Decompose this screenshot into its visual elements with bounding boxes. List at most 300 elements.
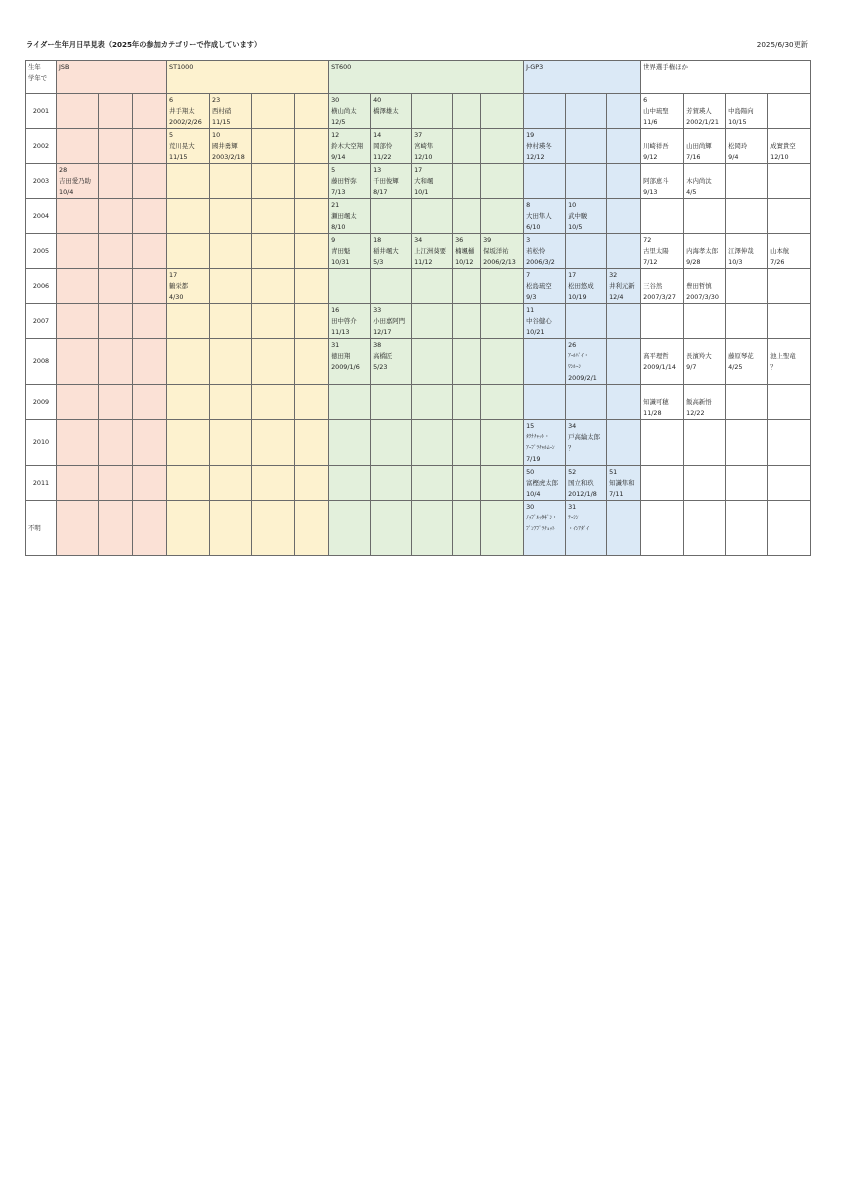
rider-cell — [57, 94, 99, 129]
rider-cell — [566, 501, 607, 556]
rider-cell — [252, 385, 295, 420]
rider-name: 池上聖竜 — [770, 352, 796, 360]
rider-number: 13 — [373, 166, 382, 174]
rider-birthday: 9/7 — [686, 363, 697, 371]
rider-cell — [99, 129, 133, 164]
rider-cell — [99, 420, 133, 466]
rider-cell — [726, 199, 768, 234]
rider-birthday: 7/13 — [331, 188, 346, 196]
rider-cell — [210, 129, 252, 164]
rider-cell — [524, 94, 566, 129]
rider-birthday: 11/15 — [212, 118, 231, 126]
rider-birthday: 11/28 — [643, 409, 662, 417]
rider-cell — [295, 385, 329, 420]
category-header-st1000: ST1000 — [167, 61, 329, 94]
rider-name: 井手翔太 — [169, 107, 195, 115]
rider-cell — [768, 501, 811, 556]
year-cell: 2004 — [26, 199, 57, 234]
rider-cell — [295, 129, 329, 164]
rider-number: 17 — [568, 271, 577, 279]
rider-name — [686, 165, 724, 176]
rider-number: 52 — [568, 468, 577, 476]
rider-number: 72 — [643, 236, 652, 244]
rider-cell — [726, 129, 768, 164]
rider-birthday: 11/6 — [643, 118, 658, 126]
rider-cell — [412, 129, 453, 164]
rider-name: 松島琉空 — [526, 282, 552, 290]
rider-cell — [329, 94, 371, 129]
rider-number: 6 — [169, 96, 174, 104]
rider-name: 鶴栄都 — [169, 282, 189, 290]
rider-birthday: 9/28 — [686, 258, 701, 266]
rider-cell — [481, 94, 524, 129]
rider-number: 8 — [526, 201, 531, 209]
rider-cell — [768, 304, 811, 339]
rider-cell — [768, 466, 811, 501]
rider-name: ﾌﾟﾝｱﾌﾟﾗﾁｪｯﾄ — [526, 526, 555, 532]
rider-birthday: 12/10 — [414, 153, 433, 161]
rider-name: 知識隼和 — [609, 479, 635, 487]
rider-cell — [453, 94, 481, 129]
rider-cell — [57, 164, 99, 199]
rider-cell — [453, 339, 481, 385]
rider-cell — [726, 269, 768, 304]
rider-name: 内海孝太郎 — [686, 247, 719, 255]
rider-birthday: 9/14 — [331, 153, 346, 161]
rider-cell — [329, 466, 371, 501]
rider-cell — [329, 199, 371, 234]
rider-birthday: 2006/3/2 — [526, 258, 555, 266]
rider-name: 古里太陽 — [643, 247, 669, 255]
year-cell: 2007 — [26, 304, 57, 339]
year-cell: 2008 — [26, 339, 57, 385]
rider-number: 34 — [414, 236, 423, 244]
table-row — [26, 164, 811, 199]
rider-birthday: ？ — [770, 363, 777, 371]
rider-cell — [524, 269, 566, 304]
rider-number: 50 — [526, 468, 535, 476]
rider-number: 34 — [568, 422, 577, 430]
rider-name: 井利元新 — [609, 282, 635, 290]
rider-number: 30 — [331, 96, 340, 104]
rider-name: ﾜﾝﾙｰﾝ — [568, 364, 582, 370]
rider-name — [686, 270, 724, 281]
rider-cell — [641, 501, 684, 556]
rider-cell — [57, 304, 99, 339]
rider-cell — [99, 164, 133, 199]
rider-cell — [607, 466, 641, 501]
rider-name: 徳田翔 — [331, 352, 351, 360]
rider-birthday: 9/4 — [728, 153, 739, 161]
rider-cell — [329, 164, 371, 199]
rider-number: 32 — [609, 271, 618, 279]
rider-cell — [371, 94, 412, 129]
rider-name: 宮崎隼 — [414, 142, 434, 150]
rider-cell — [607, 94, 641, 129]
rider-name: 橋澤雄太 — [373, 107, 399, 115]
rider-cell — [566, 234, 607, 269]
rider-number: 3 — [526, 236, 531, 244]
rider-cell — [566, 129, 607, 164]
rider-name: 國井勇輝 — [212, 142, 238, 150]
rider-number: 12 — [331, 131, 340, 139]
corner-label: 学年で — [28, 74, 48, 82]
rider-cell — [133, 385, 167, 420]
rider-number: 26 — [568, 341, 577, 349]
rider-cell — [57, 129, 99, 164]
rider-name: 田中啓介 — [331, 317, 357, 325]
rider-cell — [371, 339, 412, 385]
rider-cell — [524, 466, 566, 501]
rider-cell — [295, 501, 329, 556]
rider-number: 6 — [643, 96, 648, 104]
rider-name: 保坂洋祐 — [483, 247, 509, 255]
rider-cell — [329, 339, 371, 385]
rider-cell — [481, 466, 524, 501]
table-row — [26, 234, 811, 269]
rider-cell — [566, 164, 607, 199]
rider-name: 松田悠成 — [568, 282, 594, 290]
year-cell: 2002 — [26, 129, 57, 164]
rider-birthday: 4/5 — [686, 188, 697, 196]
rider-cell — [481, 129, 524, 164]
rider-cell — [133, 199, 167, 234]
rider-birthday: 11/15 — [169, 153, 188, 161]
rider-name — [686, 95, 724, 106]
rider-cell — [412, 339, 453, 385]
rider-name: 飯高新悟 — [686, 398, 712, 406]
table-row — [26, 199, 811, 234]
rider-cell — [481, 385, 524, 420]
rider-cell — [252, 199, 295, 234]
rider-name: 上江洲葵要 — [414, 247, 447, 255]
rider-cell — [453, 501, 481, 556]
rider-cell — [210, 466, 252, 501]
rider-name — [686, 130, 724, 141]
rider-cell — [252, 304, 295, 339]
rider-birthday: 10/31 — [331, 258, 350, 266]
rider-cell — [167, 304, 210, 339]
year-cell: 2005 — [26, 234, 57, 269]
rider-cell — [524, 129, 566, 164]
rider-cell — [99, 339, 133, 385]
rider-birthday: 7/16 — [686, 153, 701, 161]
rider-cell — [99, 199, 133, 234]
rider-name: 高橋匠 — [373, 352, 393, 360]
rider-cell — [726, 466, 768, 501]
rider-name: 稲井颯大 — [373, 247, 399, 255]
category-header-world: 世界選手権ほか — [641, 61, 811, 94]
rider-cell — [412, 94, 453, 129]
rider-cell — [295, 339, 329, 385]
rider-name: ｱｰﾙﾊﾞｲ・ — [568, 353, 589, 359]
rider-number: 39 — [483, 236, 492, 244]
rider-cell — [329, 129, 371, 164]
rider-cell — [684, 385, 726, 420]
rider-cell — [133, 420, 167, 466]
rider-birthday: 12/12 — [526, 153, 545, 161]
rider-cell — [641, 269, 684, 304]
rider-cell — [210, 94, 252, 129]
rider-number: 23 — [212, 96, 221, 104]
rider-name — [643, 130, 682, 141]
rider-cell — [607, 164, 641, 199]
rider-birthday: 2009/1/14 — [643, 363, 676, 371]
rider-number: 17 — [414, 166, 423, 174]
rider-cell — [453, 164, 481, 199]
rider-cell — [167, 234, 210, 269]
rider-birthday: 7/12 — [643, 258, 658, 266]
rider-cell — [481, 269, 524, 304]
rider-name — [770, 130, 809, 141]
rider-cell — [566, 420, 607, 466]
rider-name — [728, 130, 766, 141]
rider-name — [770, 340, 809, 351]
rider-name: 荒川晃大 — [169, 142, 195, 150]
rider-cell — [412, 501, 453, 556]
rider-number: 11 — [526, 306, 535, 314]
rider-name: 小田嘉阿門 — [373, 317, 406, 325]
rider-cell — [252, 94, 295, 129]
rider-cell — [57, 420, 99, 466]
rider-cell — [99, 234, 133, 269]
rider-cell — [133, 269, 167, 304]
rider-birthday: 10/5 — [568, 223, 583, 231]
rider-cell — [167, 94, 210, 129]
rider-name — [643, 340, 682, 351]
table-row — [26, 466, 811, 501]
rider-name: 横山尚太 — [331, 107, 357, 115]
rider-cell — [371, 129, 412, 164]
rider-number: 5 — [331, 166, 336, 174]
year-cell: 2001 — [26, 94, 57, 129]
rider-cell — [481, 501, 524, 556]
rider-birthday: 2003/2/18 — [212, 153, 245, 161]
rider-cell — [412, 304, 453, 339]
table-row — [26, 339, 811, 385]
rider-cell — [684, 304, 726, 339]
rider-cell — [252, 164, 295, 199]
rider-number: 36 — [455, 236, 464, 244]
table-row — [26, 129, 811, 164]
rider-cell — [566, 269, 607, 304]
table-row — [26, 420, 811, 466]
rider-birthday: 9/3 — [526, 293, 537, 301]
rider-name: 山田尚輝 — [686, 142, 712, 150]
rider-birthday: 10/1 — [414, 188, 429, 196]
rider-cell — [252, 420, 295, 466]
rider-name: 富樫虎太郎 — [526, 479, 559, 487]
year-cell: 2003 — [26, 164, 57, 199]
rider-cell — [524, 501, 566, 556]
rider-cell — [481, 304, 524, 339]
rider-cell — [99, 466, 133, 501]
rider-name: 仲村瑛冬 — [526, 142, 552, 150]
rider-number: 17 — [169, 271, 178, 279]
table-row — [26, 501, 811, 556]
rider-birthday: 7/19 — [526, 455, 541, 463]
rider-cell — [481, 164, 524, 199]
rider-cell — [453, 420, 481, 466]
rider-birthday: 10/3 — [728, 258, 743, 266]
rider-cell — [412, 466, 453, 501]
rider-number: 21 — [331, 201, 340, 209]
rider-cell — [371, 234, 412, 269]
rider-cell — [481, 199, 524, 234]
rider-cell — [252, 339, 295, 385]
rider-name: 豊田哲慎 — [686, 282, 712, 290]
rider-cell — [329, 269, 371, 304]
rider-number: 16 — [331, 306, 340, 314]
rider-number: 33 — [373, 306, 382, 314]
rider-cell — [607, 269, 641, 304]
rider-name: ﾃｰｼﾝ — [568, 515, 579, 521]
rider-cell — [210, 339, 252, 385]
rider-birthday: 2007/3/27 — [643, 293, 676, 301]
rider-name: 藤原琴花 — [728, 352, 754, 360]
rider-cell — [641, 466, 684, 501]
rider-name: 成實貴空 — [770, 142, 796, 150]
rider-cell — [768, 269, 811, 304]
rider-cell — [607, 199, 641, 234]
rider-birthday: 11/22 — [373, 153, 392, 161]
rider-cell — [453, 269, 481, 304]
rider-name: 山本航 — [770, 247, 790, 255]
updated-date: 2025/6/30更新 — [756, 40, 808, 49]
rider-cell — [726, 420, 768, 466]
rider-cell — [481, 234, 524, 269]
rider-cell — [524, 304, 566, 339]
rider-number: 31 — [568, 503, 577, 511]
rider-cell — [453, 199, 481, 234]
rider-cell — [566, 94, 607, 129]
rider-cell — [412, 199, 453, 234]
rider-cell — [329, 420, 371, 466]
rider-cell — [57, 339, 99, 385]
rider-birthday: 8/17 — [373, 188, 388, 196]
rider-cell — [167, 501, 210, 556]
category-header-jgp3: J-GP3 — [524, 61, 641, 94]
corner-cell — [26, 61, 57, 94]
rider-number: 28 — [59, 166, 68, 174]
rider-cell — [133, 164, 167, 199]
rider-cell — [295, 164, 329, 199]
rider-birthday: 9/13 — [643, 188, 658, 196]
rider-cell — [524, 234, 566, 269]
rider-cell — [607, 304, 641, 339]
rider-cell — [607, 234, 641, 269]
rider-birthday: 2002/1/21 — [686, 118, 719, 126]
rider-cell — [329, 385, 371, 420]
rider-cell — [453, 129, 481, 164]
rider-cell — [641, 385, 684, 420]
rider-cell — [726, 339, 768, 385]
rider-name: 吉田愛乃助 — [59, 177, 91, 185]
rider-name — [728, 235, 766, 246]
rider-cell — [210, 199, 252, 234]
rider-name — [686, 340, 724, 351]
rider-cell — [641, 234, 684, 269]
rider-cell — [167, 164, 210, 199]
rider-cell — [133, 234, 167, 269]
rider-cell — [641, 199, 684, 234]
rider-name — [728, 95, 766, 106]
rider-number: 9 — [331, 236, 336, 244]
rider-cell — [329, 501, 371, 556]
rider-name: 瀬田颯太 — [331, 212, 357, 220]
rider-cell — [210, 164, 252, 199]
rider-cell — [641, 129, 684, 164]
rider-cell — [566, 339, 607, 385]
rider-birthday: 7/11 — [609, 490, 624, 498]
rider-name: 芳賀瑛人 — [686, 107, 712, 115]
rider-name: 青田魁 — [331, 247, 351, 255]
rider-cell — [768, 164, 811, 199]
rider-cell — [133, 501, 167, 556]
rider-cell — [295, 466, 329, 501]
rider-name — [686, 386, 724, 397]
rider-cell — [524, 199, 566, 234]
rider-cell — [99, 385, 133, 420]
rider-number: 10 — [568, 201, 577, 209]
rider-birthday: 2009/1/6 — [331, 363, 360, 371]
rider-number: 51 — [609, 468, 618, 476]
rider-cell — [133, 466, 167, 501]
rider-cell — [99, 94, 133, 129]
year-cell: 2010 — [26, 420, 57, 466]
rider-cell — [684, 129, 726, 164]
rider-number: 5 — [169, 131, 174, 139]
rider-cell — [684, 420, 726, 466]
rider-name: 三谷然 — [643, 282, 663, 290]
rider-name — [643, 386, 682, 397]
rider-number: 31 — [331, 341, 340, 349]
rider-cell — [252, 129, 295, 164]
category-header-st600: ST600 — [329, 61, 524, 94]
table-row — [26, 269, 811, 304]
rider-cell — [607, 129, 641, 164]
rider-cell — [167, 385, 210, 420]
rider-number: 40 — [373, 96, 382, 104]
rider-name: 大和颯 — [414, 177, 434, 185]
rider-number: 15 — [526, 422, 535, 430]
rider-cell — [684, 94, 726, 129]
rider-cell — [295, 420, 329, 466]
rider-name: 武中駿 — [568, 212, 588, 220]
rider-cell — [768, 385, 811, 420]
header-row — [26, 61, 811, 94]
rider-birthday: 12/22 — [686, 409, 705, 417]
rider-cell — [684, 234, 726, 269]
rider-cell — [57, 234, 99, 269]
rider-cell — [99, 304, 133, 339]
rider-birthday: 2009/2/1 — [568, 374, 597, 382]
rider-name: 長濱羚大 — [686, 352, 712, 360]
rider-cell — [295, 94, 329, 129]
rider-cell — [481, 339, 524, 385]
rider-name: 江澤伸哉 — [728, 247, 754, 255]
rider-cell — [371, 501, 412, 556]
rider-cell — [726, 385, 768, 420]
table-row — [26, 94, 811, 129]
rider-cell — [768, 94, 811, 129]
rider-number: 10 — [212, 131, 221, 139]
rider-birthday: 12/17 — [373, 328, 392, 336]
rider-cell — [684, 501, 726, 556]
rider-cell — [524, 339, 566, 385]
rider-cell — [252, 501, 295, 556]
rider-name — [770, 235, 809, 246]
